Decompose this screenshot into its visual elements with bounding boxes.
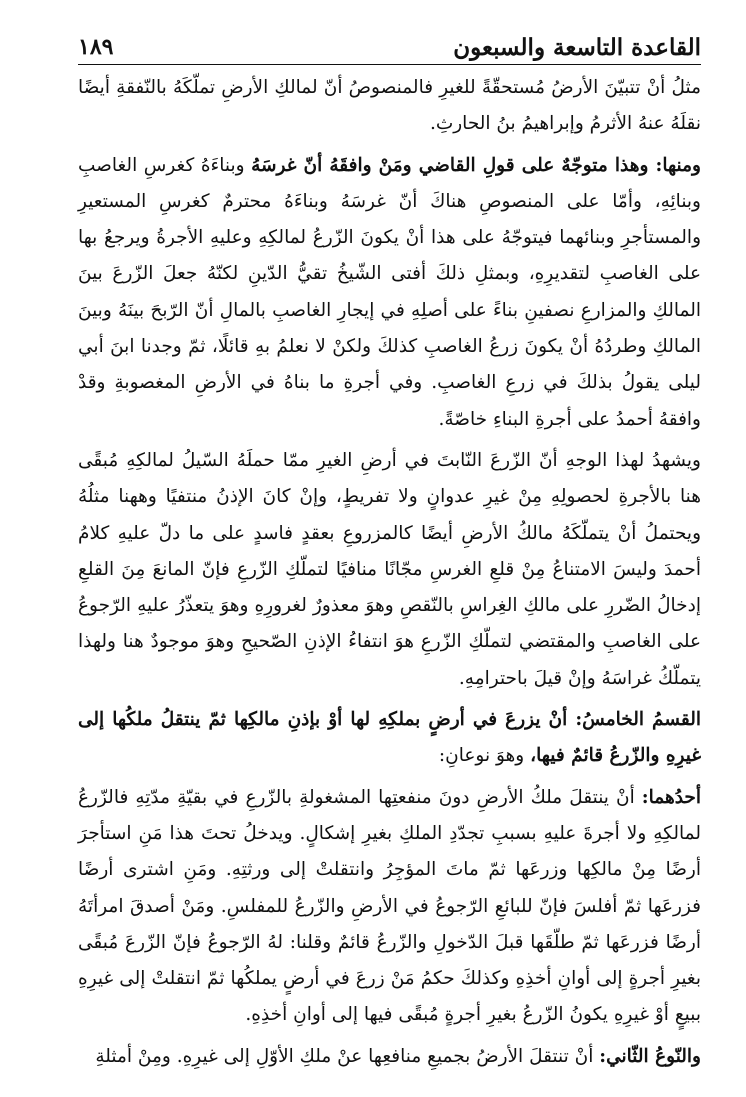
page-body	[78, 70, 701, 1080]
paragraph	[78, 70, 701, 143]
paragraph-text: أنْ تنتقلَ الأرضُ بجميعِ منافعِها عنْ ملكِ الأوّلِ إلى غيرِهِ. ومِنْ أمثلةِ	[95, 1045, 594, 1067]
paragraph	[78, 780, 701, 1034]
paragraph-text: وبناءَهُ كغرسِ الغاصبِ وبنائِهِ، وأمّا على المنصوصِ هناكَ أنّ غرسَهُ وبناءَهُ محترمٌ كغرسِ المستعيرِ والمستأجرِ وبنائهما فيتوجّهُ على هذا أنْ يكونَ الزّرعُ لمالكِهِ وعليهِ الأجرةُ ويرجعُ بها على الغاصبِ لتقديرِهِ، وبمثلِ ذلكَ أفتى الشّيخُ تقيُّ الدّينِ لكنّهُ جعلَ الزّرعَ بينَ المالكِ والمزارعِ نصفينِ بناءً على أصلِهِ في إيجارِ الغاصبِ بالمالِ أنّ الرّبحَ بينَهُ وبينَ المالكِ وطردُهُ أنْ يكونَ زرعُ الغاصبِ كذلكَ ولكنْ لا نعلمُ بهِ قائلًا، ثمّ وجدنا ابنَ أبي ليلى يقولُ بذلكَ في زرعِ الغاصبِ. وفي أجرةِ ما بناهُ في الأرضِ المغصوبةِ وقدْ وافقهُ أحمدُ على أجرةِ البناءِ خاصّةً.	[78, 154, 701, 430]
paragraph	[78, 702, 701, 775]
paragraph-lead: أحدُهما:	[641, 786, 701, 808]
paragraph-text: وهوَ نوعانِ:	[438, 745, 525, 767]
paragraph-lead: والنّوعُ الثّاني:	[599, 1045, 701, 1067]
paragraph-text: مثلُ أنْ تتبيّنَ الأرضُ مُستحقّةً للغيرِ فالمنصوصُ أنّ لمالكِ الأرضِ تملّكَهُ بالنّفقةِ أيضًا نقلَهُ عنهُ الأثرمُ وإبراهيمُ بنُ الحارثِ.	[78, 77, 701, 135]
running-title: القاعدة التاسعة والسبعون	[453, 33, 701, 61]
paragraph-text: أنْ ينتقلَ ملكُ الأرضِ دونَ منفعتِها المشغولةِ بالزّرعِ في بقيّةِ مدّتِهِ فالزّرعُ لمالكِهِ ولا أجرةَ عليهِ بسببِ تجدّدِ الملكِ بغيرِ إشكالٍ. ويدخلُ تحتَ هذا مَنِ استأجرَ أرضًا مِنْ مالكِها وزرعَها ثمّ ماتَ المؤجِرُ وانتقلتْ إلى ورثتِهِ. ومَنِ اشترى أرضًا فزرعَها ثمّ أفلسَ فإنّ للبائعِ الرّجوعُ في الأرضِ والزّرعُ للمفلسِ. ومَنْ أصدقَ امرأتَهُ أرضًا فزرعَها ثمّ طلّقَها قبلَ الدّخولِ والزّرعُ قائمٌ وقلنا: لهُ الرّجوعُ فإنّ الزّرعَ مُبقًى بغيرِ أجرةٍ إلى أوانِ أخذِهِ وكذلكَ حكمُ مَنْ زرعَ في أرضٍ يملكُها ثمّ انتقلتْ إلى غيرِهِ ببيعٍ أوْ غيرِهِ يكونُ الزّرعُ بغيرِ أجرةٍ مُبقًى فيها إلى أوانِ أخذِهِ.	[78, 786, 701, 1026]
paragraph-lead: ومنها: وهذا متوجّهٌ على قولِ القاضي ومَنْ وافقَهُ أنّ غرسَهُ	[251, 154, 701, 176]
page-header	[78, 30, 701, 65]
paragraph-lead: القسمُ الخامسُ: أنْ يزرعَ في أرضٍ بملكِهِ لها أوْ بإذنِ مالكِها ثمّ ينتقلُ ملكُها إلى غيرِهِ والزّرعُ قائمٌ فيها،	[78, 709, 701, 767]
paragraph	[78, 1039, 701, 1075]
page-number: ١٨٩	[78, 34, 114, 60]
paragraph	[78, 148, 701, 438]
paragraph	[78, 443, 701, 697]
paragraph-text: ويشهدُ لهذا الوجهِ أنّ الزّرعَ النّابتَ في أرضِ الغيرِ ممّا حملَهُ السّيلُ لمالكِهِ مُبقًى هنا بالأجرةِ لحصولِهِ مِنْ غيرِ عدوانٍ ولا تفريطٍ، وإنْ كانَ الإذنُ منتفيًا وههنا مثلُهُ ويحتملُ أنْ يتملّكَهُ مالكُ الأرضِ أيضًا كالمزروعِ بعقدٍ فاسدٍ على ما دلّ عليهِ كلامُ أحمدَ وليسَ الامتناعُ مِنْ قلعِ الغرسِ مجّانًا منافيًا لتملّكِ الزّرعِ فإنّ المانعَ مِنَ القلعِ إدخالُ الضّررِ على مالكِ الغِراسِ بالنّقصِ وهوَ معذورٌ لغرورِهِ وهوَ يتعذّرُ عليهِ الرّجوعُ على الغاصبِ والمقتضي لتملّكِ الزّرعِ هوَ انتفاءُ الإذنِ الصّحيحِ وهوَ موجودٌ هنا ولهذا يتملّكُ غراسَهُ وإنْ قيلَ باحترامِهِ.	[78, 449, 701, 689]
